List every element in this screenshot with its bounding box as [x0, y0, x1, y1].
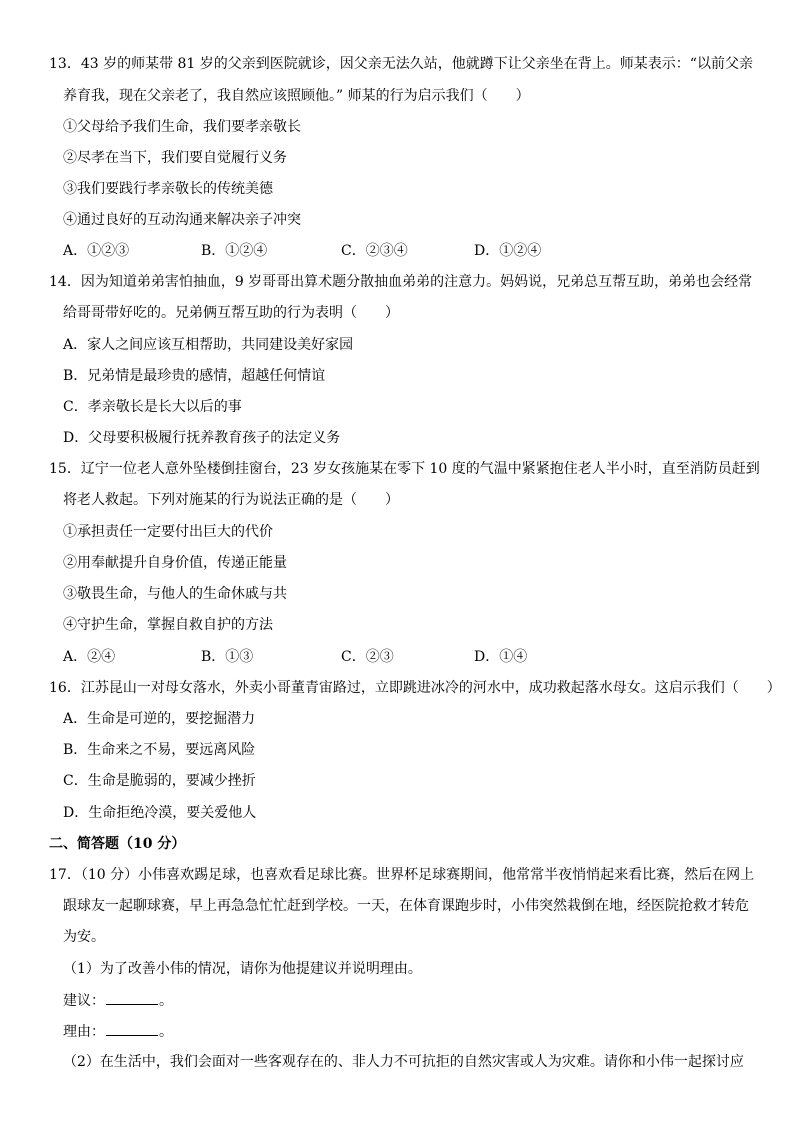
q17-part1: （1）为了改善小伟的情况，请你为他提建议并说明理由。 — [63, 961, 422, 977]
q14-option-b[interactable]: B．兄弟情是最珍贵的感情，超越任何情谊 — [63, 368, 326, 384]
q15-choice-c[interactable]: C．②③ — [341, 649, 394, 665]
reason-period: 。 — [159, 1024, 173, 1040]
suggestion-blank[interactable] — [106, 990, 158, 1005]
q13-choice-a[interactable]: A．①②③ — [63, 243, 130, 259]
suggestion-period: 。 — [159, 993, 173, 1009]
q17-stem-line1: 17．（10 分）小伟喜欢踢足球，也喜欢看足球比赛。世界杯足球赛期间，他常常半夜悄悄起来看比赛，然后在网上 — [49, 867, 755, 883]
q17-stem-line2: 跟球友一起聊球赛，早上再急急忙忙赶到学校。一天，在体育课跑步时，小伟突然栽倒在地，经医院抢救才转危 — [63, 898, 749, 914]
q16-option-b[interactable]: B．生命来之不易，要远离风险 — [63, 742, 256, 758]
q17-suggestion-row — [63, 990, 173, 1011]
q14-stem-line2: 给哥哥带好吃的。兄弟俩互帮互助的行为表明（ ） — [63, 305, 399, 321]
q14-option-a[interactable]: A．家人之间应该互相帮助，共同建设美好家园 — [63, 337, 354, 353]
q13-statement-2: ②尽孝在当下，我们要自觉履行义务 — [63, 150, 287, 166]
reason-label: 理由： — [63, 1024, 105, 1040]
q16-option-c[interactable]: C．生命是脆弱的，要减少挫折 — [63, 773, 256, 789]
q15-stem-line2: 将老人救起。下列对施某的行为说法正确的是（ ） — [63, 492, 399, 508]
suggestion-label: 建议： — [63, 993, 105, 1009]
q15-statement-3: ③敬畏生命，与他人的生命休戚与共 — [63, 586, 287, 602]
reason-blank[interactable] — [106, 1021, 158, 1036]
q15-stem-line1: 15．辽宁一位老人意外坠楼倒挂窗台，23 岁女孩施某在零下 10 度的气温中紧紧抱住老人半小时，直至消防员赶到 — [49, 461, 760, 477]
q13-choice-b[interactable]: B．①②④ — [201, 243, 268, 259]
q13-statement-4: ④通过良好的互动沟通来解决亲子冲突 — [63, 212, 301, 228]
section-heading-short-answer: 二、简答题（10 分） — [49, 836, 186, 852]
q15-statement-2: ②用奉献提升自身价值，传递正能量 — [63, 555, 287, 571]
q16-stem-line1: 16．江苏昆山一对母女落水，外卖小哥董青宙路过，立即跳进冰冷的河水中，成功救起落水母女。这启示我们（ ） — [49, 680, 781, 696]
q13-statement-3: ③我们要践行孝亲敬长的传统美德 — [63, 181, 273, 197]
q15-statement-1: ①承担责任一定要付出巨大的代价 — [63, 524, 273, 540]
q15-statement-4: ④守护生命，掌握自救自护的方法 — [63, 617, 273, 633]
q13-choice-c[interactable]: C．②③④ — [341, 243, 408, 259]
q13-statement-1: ①父母给予我们生命，我们要孝亲敬长 — [63, 119, 301, 135]
q13-stem-line1: 13．43 岁的师某带 81 岁的父亲到医院就诊，因父亲无法久站，他就蹲下让父亲坐在背上。师某表示：“以前父亲 — [49, 56, 753, 72]
q17-stem-line3: 为安。 — [63, 929, 105, 945]
q15-choice-a[interactable]: A．②④ — [63, 649, 116, 665]
q17-reason-row — [63, 1021, 173, 1042]
q14-option-d[interactable]: D．父母要积极履行抚养教育孩子的法定义务 — [63, 430, 341, 446]
q16-option-a[interactable]: A．生命是可逆的，要挖掘潜力 — [63, 711, 256, 727]
q14-stem-line1: 14．因为知道弟弟害怕抽血，9 岁哥哥出算术题分散抽血弟弟的注意力。妈妈说，兄弟总互帮互助，弟弟也会经常 — [49, 274, 753, 290]
q15-choice-b[interactable]: B．①③ — [201, 649, 254, 665]
q15-choice-d[interactable]: D．①④ — [474, 649, 528, 665]
q13-choice-d[interactable]: D．①②④ — [474, 243, 542, 259]
q17-part2: （2）在生活中，我们会面对一些客观存在的、非人力不可抗拒的自然灾害或人为灾难。请你和小伟一起探讨应 — [63, 1054, 744, 1070]
q14-option-c[interactable]: C．孝亲敬长是长大以后的事 — [63, 399, 242, 415]
q16-option-d[interactable]: D．生命拒绝冷漠，要关爱他人 — [63, 805, 257, 821]
q13-stem-line2: 养育我，现在父亲老了，我自然应该照顾他。” 师某的行为启示我们（ ） — [63, 88, 530, 104]
